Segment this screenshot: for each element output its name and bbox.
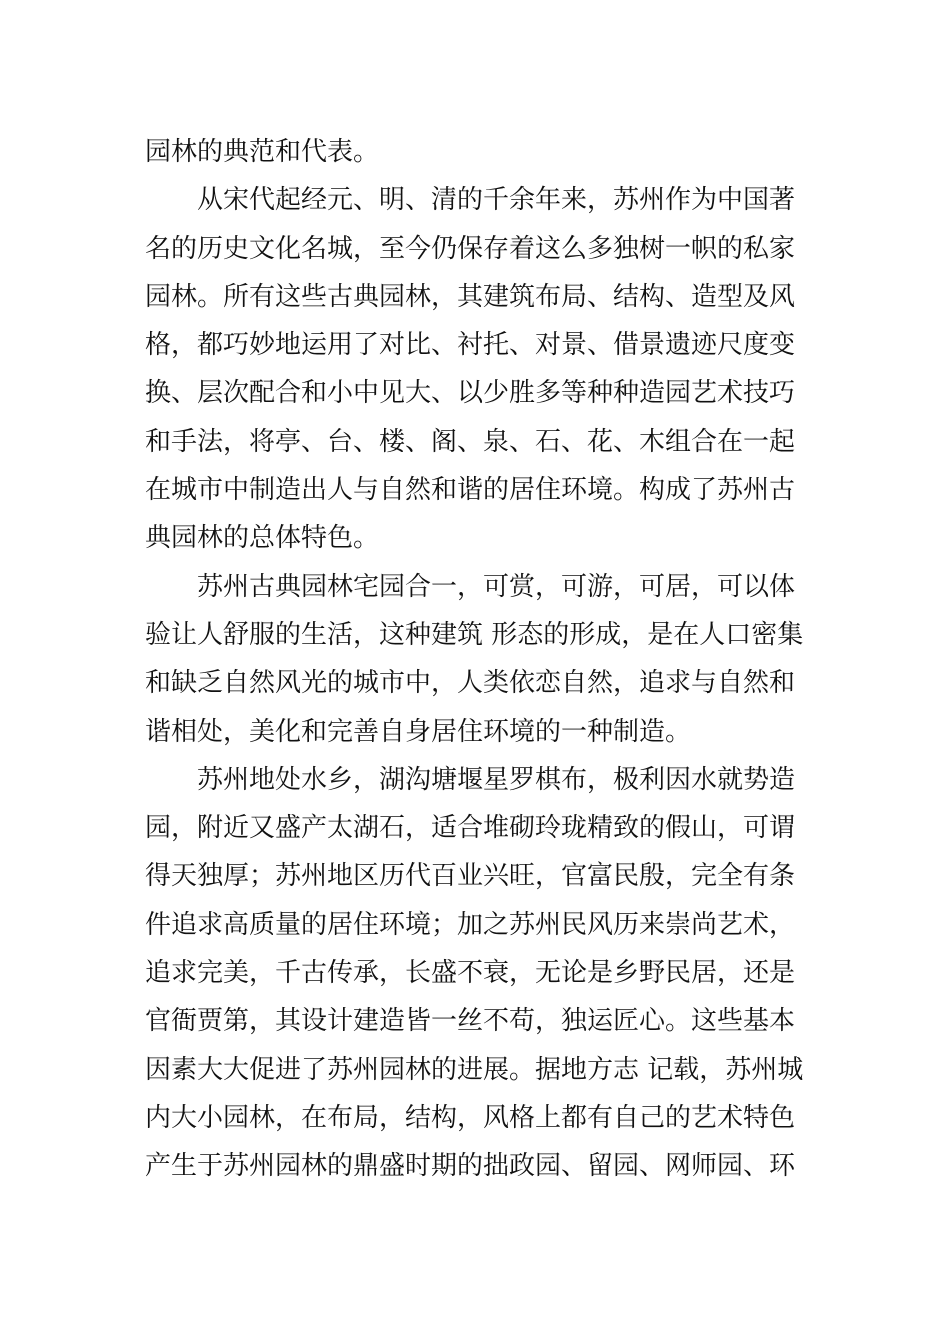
text-line: 苏州古典园林宅园合一，可赏，可游，可居，可以体 xyxy=(197,571,796,602)
body-text xyxy=(145,128,810,1191)
text-line: 验让人舒服的生活，这种建筑 形态的形成，是在人口密集 xyxy=(145,619,804,650)
text-line: 名的历史文化名城，至今仍保存着这么多独树一帜的私家 xyxy=(145,233,796,264)
text-line: 从宋代起经元、明、清的千余年来，苏州作为中国著 xyxy=(197,185,796,216)
text-line: 典园林的总体特色。 xyxy=(145,523,380,554)
text-line: 内大小园林，在布局，结构，风格上都有自己的艺术特色 xyxy=(145,1102,796,1133)
text-line: 因素大大促进了苏州园林的进展。据地方志 记载，苏州城 xyxy=(145,1054,804,1085)
text-line: 格，都巧妙地运用了对比、衬托、对景、借景遗迹尺度变 xyxy=(145,330,796,361)
text-line: 和缺乏自然风光的城市中，人类依恋自然，追求与自然和 xyxy=(145,668,796,699)
text-line: 苏州地处水乡，湖沟塘堰星罗棋布，极利因水就势造 xyxy=(197,764,796,795)
text-line: 产生于苏州园林的鼎盛时期的拙政园、留园、网师园、环 xyxy=(145,1151,796,1182)
text-line: 换、层次配合和小中见大、以少胜多等种种造园艺术技巧 xyxy=(145,378,796,409)
text-line: 官衙贾第，其设计建造皆一丝不苟，独运匠心。这些基本 xyxy=(145,1006,796,1037)
text-line: 得天独厚；苏州地区历代百业兴旺，官富民殷，完全有条 xyxy=(145,861,796,892)
text-line: 追求完美，千古传承，长盛不衰，无论是乡野民居，还是 xyxy=(145,958,796,989)
text-line: 和手法，将亭、台、楼、阁、泉、石、花、木组合在一起 xyxy=(145,426,796,457)
text-line: 园，附近又盛产太湖石，适合堆砌玲珑精致的假山，可谓 xyxy=(145,813,796,844)
text-line: 件追求高质量的居住环境；加之苏州民风历来崇尚艺术， xyxy=(145,909,796,940)
text-line: 谐相处，美化和完善自身居住环境的一种制造。 xyxy=(145,716,692,747)
text-line: 在城市中制造出人与自然和谐的居住环境。构成了苏州古 xyxy=(145,475,796,506)
text-line: 园林的典范和代表。 xyxy=(145,137,380,167)
text-line: 园林。所有这些古典园林，其建筑布局、结构、造型及风 xyxy=(145,281,796,312)
